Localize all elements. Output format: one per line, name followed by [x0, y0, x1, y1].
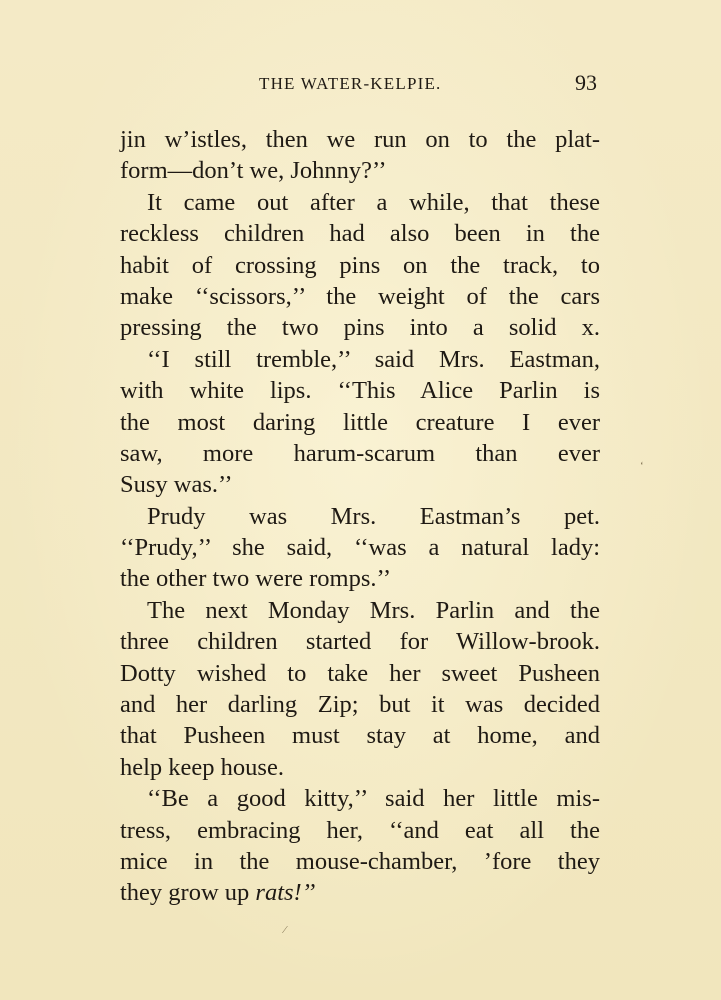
text-line: that Pusheen must stay at home, and — [120, 722, 600, 750]
text-line: mice in the mouse-chamber, ’fore they — [120, 847, 600, 875]
text-line: tress, embracing her, ‘‘and eat all the — [120, 816, 600, 844]
paper-speck: ⁄ — [284, 924, 286, 936]
text-line: reckless children had also been in the — [120, 220, 600, 248]
text-line-last — [120, 877, 600, 908]
text-line: Susy was.’’ — [120, 471, 233, 499]
text-line: three children started for Willow-brook. — [120, 628, 600, 656]
text-line: the other two were romps.’’ — [120, 565, 391, 593]
text-line: pressing the two pins into a solid x. — [120, 314, 600, 342]
text-line: ‘‘I still tremble,’’ said Mrs. Eastman, — [147, 345, 600, 373]
text-line: and her darling Zip; but it was decided — [120, 691, 600, 719]
page-number: 93 — [575, 70, 597, 95]
text-line: ‘‘Prudy,’’ she said, ‘‘was a natural lady: — [120, 534, 600, 562]
text-line: form—don’t we, Johnny?’’ — [120, 157, 387, 185]
text-line: jin w’istles, then we run on to the plat- — [120, 126, 600, 153]
body-text — [120, 124, 600, 909]
running-head — [0, 70, 721, 100]
text-line: ‘‘Be a good kitty,’’ said her little mis- — [147, 785, 600, 813]
text-line: habit of crossing pins on the track, to — [120, 251, 600, 279]
italic-word: rats!’’ — [255, 879, 316, 907]
text-line: the most daring little creature I ever — [120, 408, 600, 436]
text-line: saw, more harum-scarum than ever — [120, 439, 600, 467]
text-line: make ‘‘scissors,’’ the weight of the cars — [120, 282, 600, 310]
running-title: THE WATER-KELPIE. — [259, 74, 442, 93]
text-line: Prudy was Mrs. Eastman’s pet. — [147, 502, 600, 530]
text-line: with white lips. ‘‘This Alice Parlin is — [120, 377, 600, 405]
text-line: Dotty wished to take her sweet Pusheen — [120, 659, 600, 687]
text-line-last-start: they grow up — [120, 879, 256, 907]
text-line: The next Monday Mrs. Parlin and the — [147, 596, 600, 624]
paper-speck: ‘ — [640, 460, 644, 472]
text-line: help keep house. — [120, 753, 284, 781]
text-line: It came out after a while, that these — [147, 188, 600, 216]
